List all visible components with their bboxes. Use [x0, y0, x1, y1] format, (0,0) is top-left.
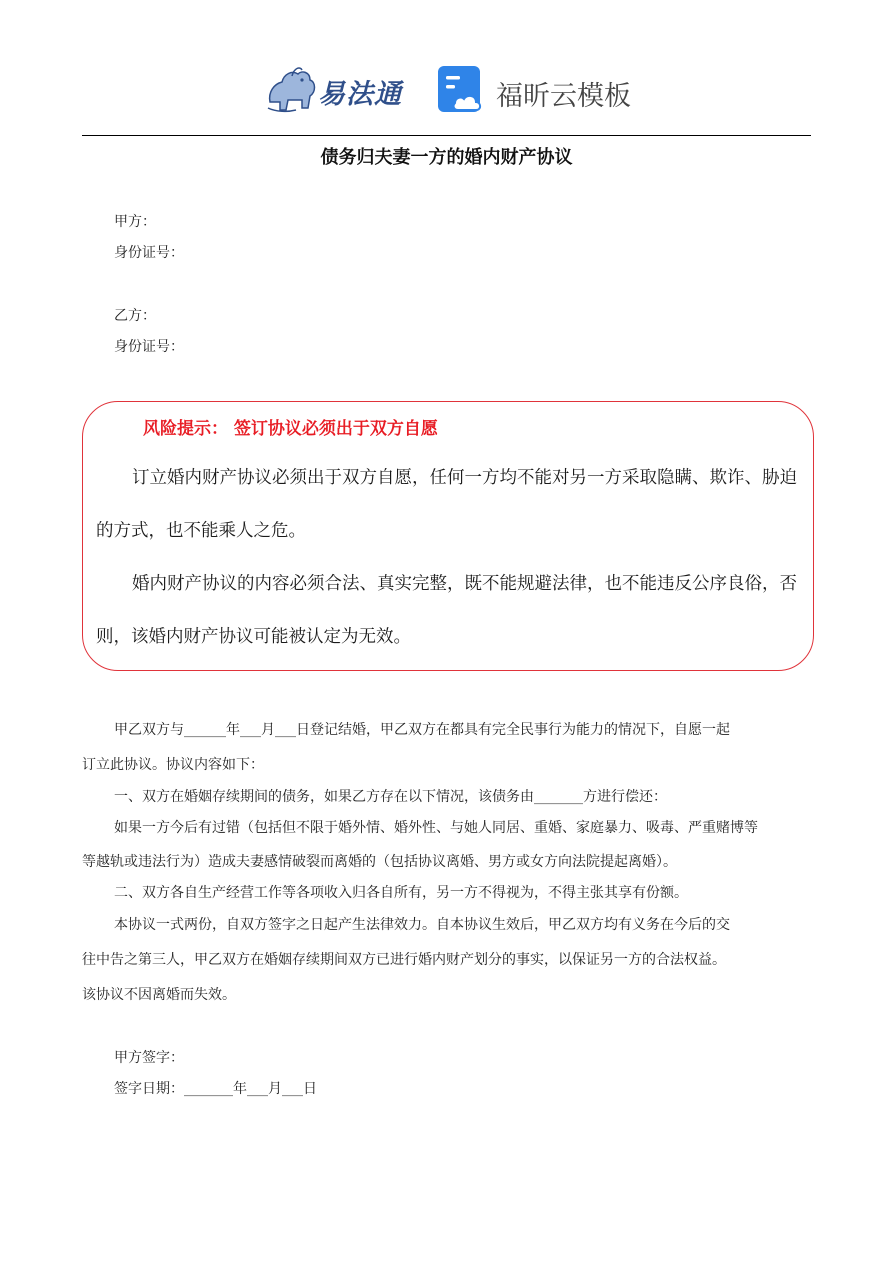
document-cloud-icon	[436, 64, 486, 118]
signature-date-label: 签字日期：_______年___月___日	[114, 1081, 317, 1097]
clause1: 一、双方在婚姻存续期间的债务，如果乙方存在以下情况，该债务由_______方进行偿还：	[114, 789, 667, 805]
header-divider	[82, 135, 811, 136]
clause1-detail-line2: 等越轨或违法行为）造成夫妻感情破裂而离婚的（包括协议离婚、男方或女方向法院提起离婚）。	[82, 854, 677, 870]
party-b-id-label: 身份证号：	[114, 339, 184, 355]
clause2: 二、双方各自生产经营工作等各项收入归各自所有，另一方不得视为，不得主张其享有份额。	[114, 885, 688, 901]
yifatong-logo-text: 易法通	[318, 79, 402, 110]
intro-line2: 订立此协议。协议内容如下：	[82, 757, 264, 773]
yifatong-logo	[262, 62, 412, 118]
risk-p1-line1: 订立婚内财产协议必须出于双方自愿，任何一方均不能对另一方采取隐瞒、欺诈、胁迫	[132, 468, 797, 488]
effect-line3: 该协议不因离婚而失效。	[82, 987, 236, 1003]
party-b-label: 乙方：	[114, 308, 156, 324]
effect-line2: 往中告之第三人，甲乙双方在婚姻存续期间双方已进行婚内财产划分的事实，以保证另一方的合法权益。	[82, 952, 726, 968]
party-a-signature-label: 甲方签字：	[114, 1050, 184, 1066]
document-title: 债务归夫妻一方的婚内财产协议	[320, 147, 573, 168]
effect-line1: 本协议一式两份，自双方签字之日起产生法律效力。自本协议生效后，甲乙双方均有义务在今后的交	[114, 917, 730, 933]
risk-p1-line2: 的方式，也不能乘人之危。	[96, 521, 306, 541]
foxit-template-logo-text: 福昕云模板	[496, 81, 631, 112]
risk-notice-heading: 风险提示： 签订协议必须出于双方自愿	[143, 419, 438, 439]
clause1-detail-line1: 如果一方今后有过错（包括但不限于婚外情、婚外性、与她人同居、重婚、家庭暴力、吸毒、严重赌博等	[114, 820, 758, 836]
party-a-label: 甲方：	[114, 214, 156, 230]
party-a-id-label: 身份证号：	[114, 245, 184, 261]
risk-p2-line1: 婚内财产协议的内容必须合法、真实完整，既不能规避法律，也不能违反公序良俗，否	[132, 574, 797, 594]
risk-p2-line2: 则，该婚内财产协议可能被认定为无效。	[96, 627, 411, 647]
page-header	[0, 60, 893, 122]
intro-line1: 甲乙双方与______年___月___日登记结婚，甲乙双方在都具有完全民事行为能力的情况下，自愿一起	[114, 722, 730, 738]
qilin-emblem-icon	[262, 62, 322, 118]
